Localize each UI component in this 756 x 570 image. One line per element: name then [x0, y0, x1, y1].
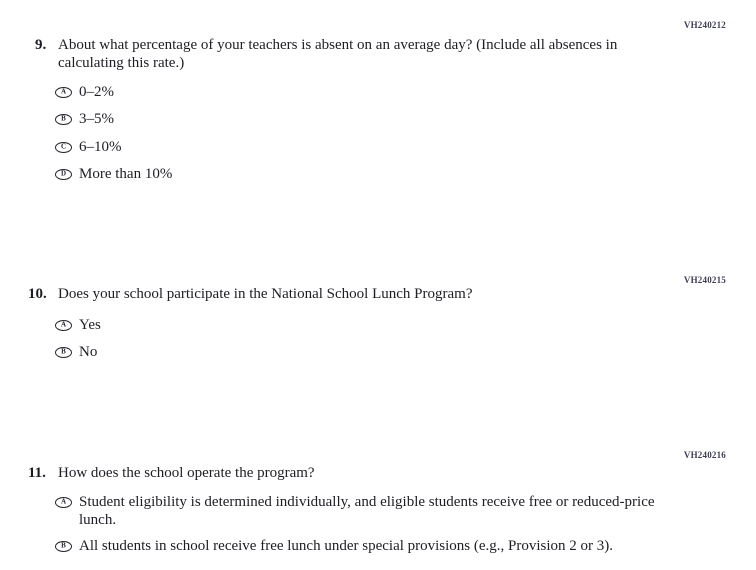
question-code: VH240215: [683, 275, 726, 285]
answer-option-row: [55, 166, 172, 184]
question-text: Does your school participate in the National School Lunch Program?: [58, 286, 473, 302]
question-text: How does the school operate the program?: [58, 465, 315, 481]
question-code: VH240216: [683, 450, 726, 460]
answer-option-label: Yes: [79, 317, 101, 333]
bubble-letter: D: [60, 169, 67, 178]
bubble-letter: A: [60, 320, 67, 329]
bubble-letter: B: [61, 541, 66, 550]
answer-option-label: No: [79, 344, 98, 360]
answer-bubble-b[interactable]: [55, 114, 72, 125]
answer-bubble-a[interactable]: [55, 87, 72, 98]
answer-option-label: Student eligibility is determined individually, and eligible students receive free or reduced-price lunch.: [79, 494, 655, 528]
answer-bubble-d[interactable]: [55, 169, 72, 180]
bubble-letter: B: [61, 114, 66, 123]
answer-option-row: [55, 84, 114, 102]
answer-option-label: All students in school receive free lunch under special provisions (e.g., Provision 2 or 3).: [79, 538, 614, 554]
question-text: About what percentage of your teachers is absent on an average day? (Include all absences in calculating this rate.): [58, 37, 618, 71]
answer-option-row: [55, 111, 114, 129]
question-number: 10.: [28, 286, 47, 302]
answer-bubble-b[interactable]: [55, 541, 72, 552]
bubble-letter: B: [61, 347, 66, 356]
answer-option-row: [55, 344, 97, 362]
answer-option-row: [55, 494, 680, 529]
answer-bubble-b[interactable]: [55, 347, 72, 358]
answer-option-row: [55, 317, 101, 335]
answer-option-row: [55, 139, 122, 157]
answer-option-label: 6–10%: [79, 139, 122, 155]
answer-option-label: 3–5%: [79, 111, 114, 127]
question-number: 9.: [35, 37, 47, 53]
bubble-letter: C: [60, 142, 67, 151]
bubble-letter: A: [60, 497, 67, 506]
question-code: VH240212: [683, 20, 726, 30]
answer-option-label: 0–2%: [79, 84, 114, 100]
answer-option-row: [55, 538, 735, 556]
bubble-letter: A: [60, 87, 67, 96]
answer-option-label: More than 10%: [79, 166, 173, 182]
answer-bubble-a[interactable]: [55, 320, 72, 331]
answer-bubble-a[interactable]: [55, 497, 72, 508]
question-number: 11.: [28, 465, 46, 481]
answer-bubble-c[interactable]: [55, 142, 72, 153]
